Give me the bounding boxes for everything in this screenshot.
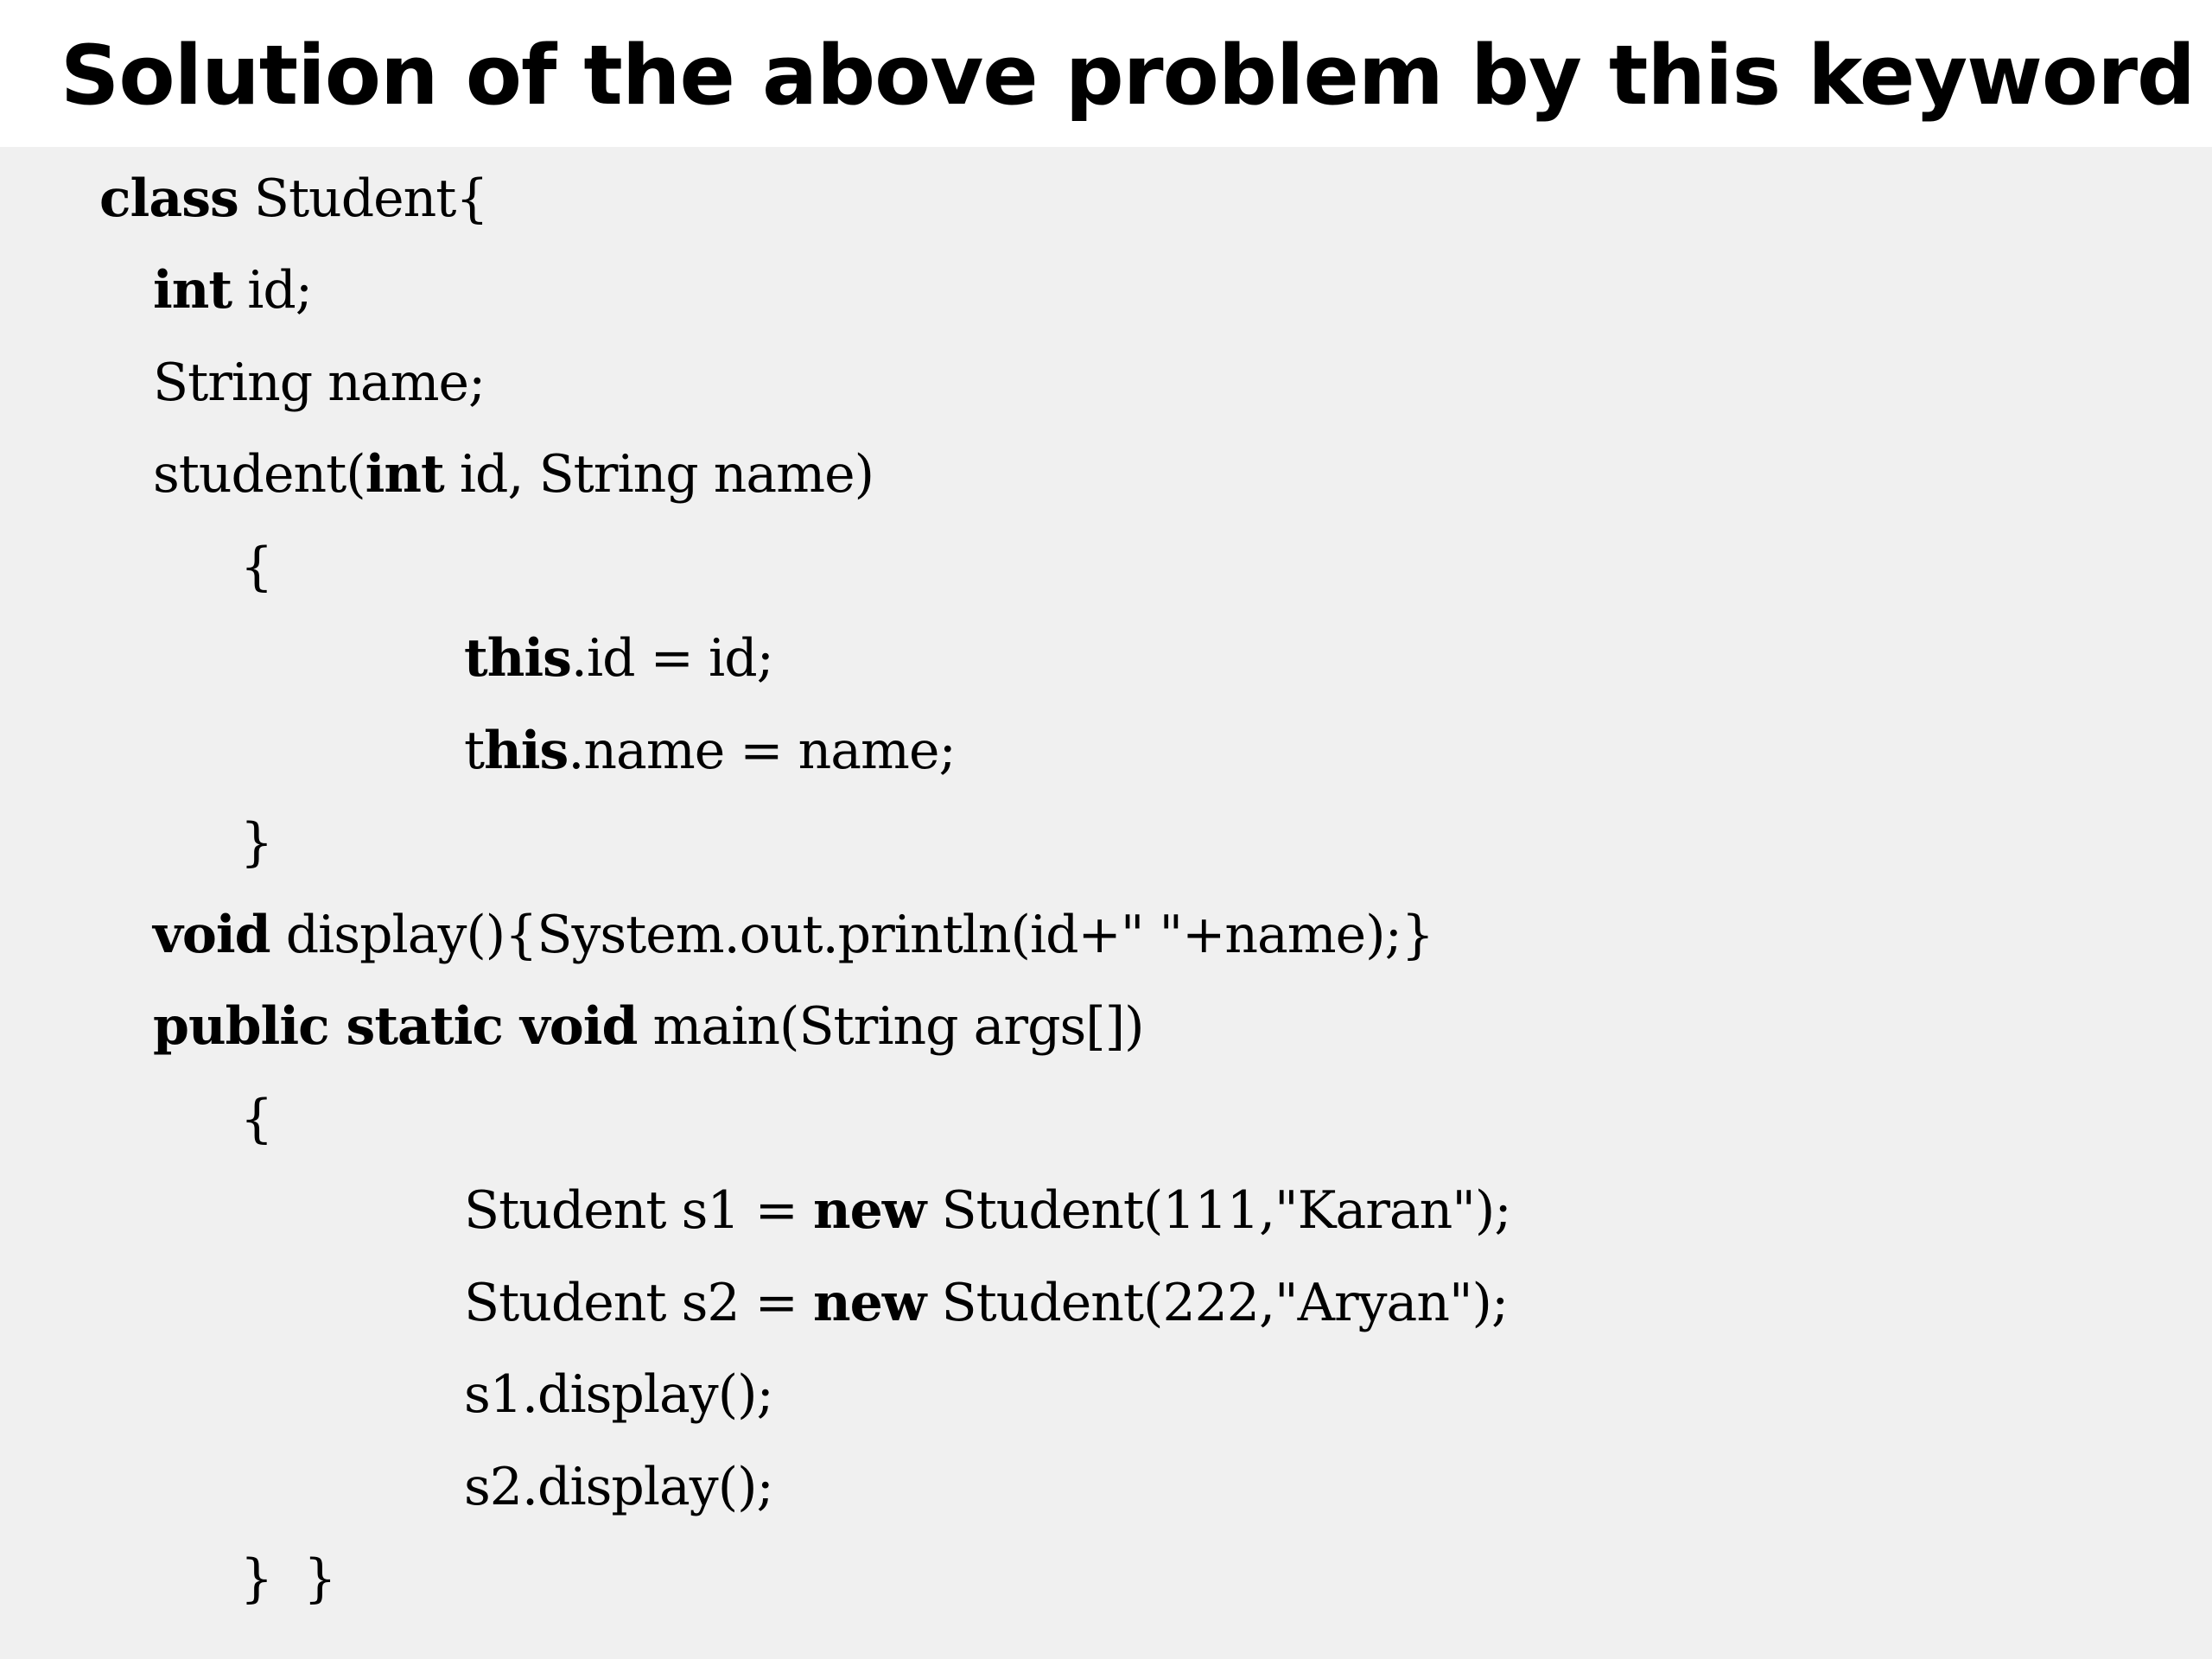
code-line-s2-display (464, 1452, 773, 1522)
code-text: Student{ (238, 168, 488, 229)
keyword: class (99, 168, 238, 229)
code-line-new-student-s1 (464, 1176, 1511, 1245)
keyword: void (153, 905, 270, 965)
keyword: public static void (153, 996, 638, 1057)
slide-title: Solution of the above problem by this keyword (60, 29, 2196, 124)
code-text: id, String name) (443, 444, 874, 505)
code-text: String name; (153, 353, 486, 413)
code-line-constructor (153, 440, 874, 509)
code-text: s2.display(); (464, 1457, 773, 1517)
code-text: } (240, 812, 273, 873)
keyword: int (365, 444, 444, 505)
keyword: new (812, 1273, 926, 1333)
keyword: new (812, 1180, 926, 1241)
code-panel (0, 147, 2212, 1659)
keyword: int (153, 260, 232, 321)
code-text: t (464, 721, 485, 781)
code-line-id-field (153, 256, 312, 325)
code-line-open-brace (240, 532, 272, 601)
code-text: { (240, 1089, 273, 1149)
code-text: student( (153, 444, 365, 505)
code-line-display-method (153, 900, 1433, 969)
code-text: s1.display(); (464, 1364, 773, 1425)
code-text: display(){System.out.println(id+" "+name);} (270, 905, 1433, 965)
code-line-new-student-s2 (464, 1268, 1508, 1338)
code-line-main-open-brace (240, 1084, 272, 1154)
code-text: Student s2 = (464, 1273, 813, 1333)
code-line-name-field (153, 348, 485, 417)
title-bar (0, 0, 2212, 147)
keyword: his (484, 721, 569, 781)
code-text: Student(222,"Aryan"); (925, 1273, 1509, 1333)
code-line-class-declaration (99, 164, 488, 233)
code-text: id; (232, 260, 313, 321)
code-line-assign-id (464, 624, 773, 693)
code-text: Student(111,"Karan"); (925, 1180, 1511, 1241)
code-text: main(String args[]) (637, 996, 1144, 1057)
code-text: } } (240, 1548, 336, 1609)
code-line-close-brace (240, 808, 272, 877)
code-text: .id = id; (570, 628, 773, 689)
code-line-s1-display (464, 1360, 773, 1429)
code-text: .name = name; (568, 721, 956, 781)
code-line-assign-name (464, 716, 956, 785)
keyword: this (464, 628, 571, 689)
code-line-closing-braces (240, 1544, 336, 1613)
code-line-main-method (153, 992, 1144, 1061)
code-text: Student s1 = (464, 1180, 813, 1241)
code-text: { (240, 537, 273, 597)
